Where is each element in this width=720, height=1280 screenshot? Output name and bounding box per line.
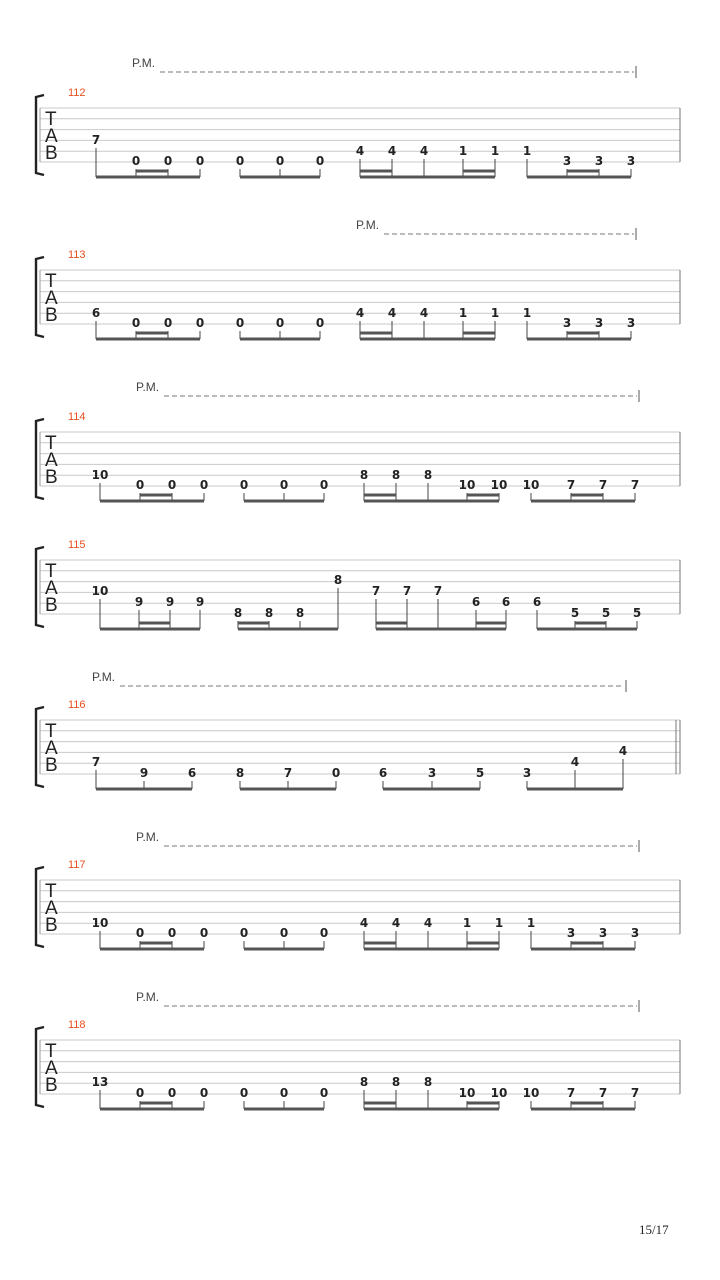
fret-number: 4 — [570, 755, 580, 769]
fret-number: 7 — [371, 584, 381, 598]
fret-number: 0 — [195, 154, 205, 168]
fret-number: 0 — [167, 478, 177, 492]
fret-number: 10 — [91, 584, 109, 598]
fret-number: 0 — [199, 926, 209, 940]
fret-number: 6 — [378, 766, 388, 780]
tab-clef-letter: A — [45, 126, 58, 147]
fret-number: 6 — [91, 306, 101, 320]
fret-number: 0 — [279, 926, 289, 940]
fret-number: 7 — [598, 1086, 608, 1100]
fret-number: 0 — [235, 154, 245, 168]
fret-number: 6 — [471, 595, 481, 609]
fret-number: 8 — [233, 606, 243, 620]
fret-number: 9 — [139, 766, 149, 780]
fret-number: 3 — [626, 154, 636, 168]
fret-number: 10 — [522, 1086, 540, 1100]
fret-number: 0 — [135, 926, 145, 940]
bar-number: 115 — [68, 539, 86, 551]
fret-number: 1 — [458, 144, 468, 158]
fret-number: 8 — [295, 606, 305, 620]
tab-clef-letter: T — [45, 721, 57, 742]
fret-number: 13 — [91, 1075, 109, 1089]
fret-number: 3 — [594, 154, 604, 168]
fret-number: 6 — [501, 595, 511, 609]
palm-mute-label: P.M. — [356, 218, 380, 232]
tab-clef-letter: A — [45, 738, 58, 759]
fret-number: 9 — [195, 595, 205, 609]
palm-mute-label: P.M. — [136, 830, 160, 844]
fret-number: 5 — [475, 766, 485, 780]
tab-clef-letter: T — [45, 433, 57, 454]
fret-number: 0 — [167, 926, 177, 940]
fret-number: 0 — [319, 926, 329, 940]
tab-clef-letter: B — [45, 305, 58, 326]
fret-number: 7 — [402, 584, 412, 598]
fret-number: 0 — [319, 1086, 329, 1100]
fret-number: 8 — [391, 468, 401, 482]
fret-number: 5 — [601, 606, 611, 620]
tab-clef-letter: T — [45, 881, 57, 902]
tab-clef-letter: B — [45, 595, 58, 616]
tab-clef-letter: T — [45, 271, 57, 292]
fret-number: 0 — [131, 316, 141, 330]
fret-number: 5 — [570, 606, 580, 620]
fret-number: 10 — [458, 1086, 476, 1100]
fret-number: 10 — [490, 478, 508, 492]
bar-number: 113 — [68, 249, 86, 261]
fret-number: 4 — [387, 306, 397, 320]
bar-number: 116 — [68, 699, 86, 711]
fret-number: 10 — [522, 478, 540, 492]
fret-number: 3 — [562, 316, 572, 330]
fret-number: 0 — [315, 316, 325, 330]
fret-number: 3 — [562, 154, 572, 168]
fret-number: 0 — [235, 316, 245, 330]
fret-number: 5 — [632, 606, 642, 620]
fret-number: 1 — [462, 916, 472, 930]
fret-number: 10 — [91, 468, 109, 482]
page-number: 15/17 — [639, 1222, 669, 1237]
tab-clef-letter: B — [45, 143, 58, 164]
fret-number: 1 — [494, 916, 504, 930]
fret-number: 10 — [458, 478, 476, 492]
fret-number: 8 — [235, 766, 245, 780]
fret-number: 7 — [283, 766, 293, 780]
fret-number: 8 — [359, 468, 369, 482]
fret-number: 0 — [239, 1086, 249, 1100]
tab-system — [36, 218, 680, 339]
fret-number: 0 — [199, 478, 209, 492]
fret-number: 3 — [566, 926, 576, 940]
fret-number: 8 — [333, 573, 343, 587]
tab-clef-letter: B — [45, 1075, 58, 1096]
tab-clef-letter: A — [45, 1058, 58, 1079]
fret-number: 9 — [134, 595, 144, 609]
fret-number: 8 — [264, 606, 274, 620]
fret-number: 0 — [239, 478, 249, 492]
tab-clef-letter: T — [45, 1041, 57, 1062]
fret-number: 4 — [359, 916, 369, 930]
fret-number: 0 — [315, 154, 325, 168]
fret-number: 6 — [187, 766, 197, 780]
fret-number: 1 — [522, 144, 532, 158]
fret-number: 0 — [131, 154, 141, 168]
bar-number: 114 — [68, 411, 86, 423]
fret-number: 3 — [630, 926, 640, 940]
fret-number: 4 — [355, 306, 365, 320]
tab-clef-letter: B — [45, 915, 58, 936]
fret-number: 7 — [566, 1086, 576, 1100]
tab-clef-letter: A — [45, 898, 58, 919]
fret-number: 4 — [618, 744, 628, 758]
fret-number: 3 — [598, 926, 608, 940]
fret-number: 0 — [331, 766, 341, 780]
tab-clef-letter: T — [45, 109, 57, 130]
tab-clef-letter: B — [45, 467, 58, 488]
tab-system — [36, 56, 680, 177]
fret-number: 4 — [387, 144, 397, 158]
fret-number: 7 — [630, 1086, 640, 1100]
fret-number: 7 — [433, 584, 443, 598]
fret-number: 0 — [275, 154, 285, 168]
tab-clef-letter: A — [45, 578, 58, 599]
fret-number: 7 — [91, 755, 101, 769]
fret-number: 1 — [490, 306, 500, 320]
fret-number: 0 — [239, 926, 249, 940]
fret-number: 0 — [279, 478, 289, 492]
fret-number: 8 — [359, 1075, 369, 1089]
palm-mute-label: P.M. — [92, 670, 116, 684]
fret-number: 0 — [135, 1086, 145, 1100]
tab-clef-letter: B — [45, 755, 58, 776]
fret-number: 6 — [532, 595, 542, 609]
fret-number: 10 — [490, 1086, 508, 1100]
fret-number: 8 — [423, 468, 433, 482]
fret-number: 1 — [526, 916, 536, 930]
fret-number: 1 — [522, 306, 532, 320]
fret-number: 4 — [423, 916, 433, 930]
fret-number: 1 — [490, 144, 500, 158]
fret-number: 0 — [275, 316, 285, 330]
fret-number: 8 — [423, 1075, 433, 1089]
bar-number: 117 — [68, 859, 86, 871]
tab-system — [36, 380, 680, 501]
palm-mute-label: P.M. — [136, 990, 160, 1004]
tab-clef-letter: A — [45, 450, 58, 471]
tab-system — [36, 830, 680, 949]
fret-number: 0 — [199, 1086, 209, 1100]
fret-number: 3 — [594, 316, 604, 330]
fret-number: 7 — [630, 478, 640, 492]
fret-number: 0 — [167, 1086, 177, 1100]
fret-number: 4 — [419, 144, 429, 158]
fret-number: 1 — [458, 306, 468, 320]
bar-number: 118 — [68, 1019, 86, 1031]
fret-number: 0 — [163, 154, 173, 168]
fret-number: 0 — [195, 316, 205, 330]
fret-number: 4 — [419, 306, 429, 320]
tab-clef-letter: A — [45, 288, 58, 309]
fret-number: 10 — [91, 916, 109, 930]
fret-number: 0 — [135, 478, 145, 492]
bar-number: 112 — [68, 87, 86, 99]
tab-clef-letter: T — [45, 561, 57, 582]
fret-number: 9 — [165, 595, 175, 609]
fret-number: 3 — [626, 316, 636, 330]
tab-system — [36, 539, 680, 629]
fret-number: 7 — [598, 478, 608, 492]
fret-number: 0 — [319, 478, 329, 492]
palm-mute-label: P.M. — [132, 56, 156, 70]
palm-mute-label: P.M. — [136, 380, 160, 394]
fret-number: 0 — [163, 316, 173, 330]
fret-number: 7 — [566, 478, 576, 492]
tab-system — [36, 670, 680, 789]
fret-number: 3 — [427, 766, 437, 780]
fret-number: 0 — [279, 1086, 289, 1100]
fret-number: 3 — [522, 766, 532, 780]
fret-number: 7 — [91, 133, 101, 147]
fret-number: 4 — [355, 144, 365, 158]
tab-system — [36, 990, 680, 1109]
fret-number: 4 — [391, 916, 401, 930]
fret-number: 8 — [391, 1075, 401, 1089]
